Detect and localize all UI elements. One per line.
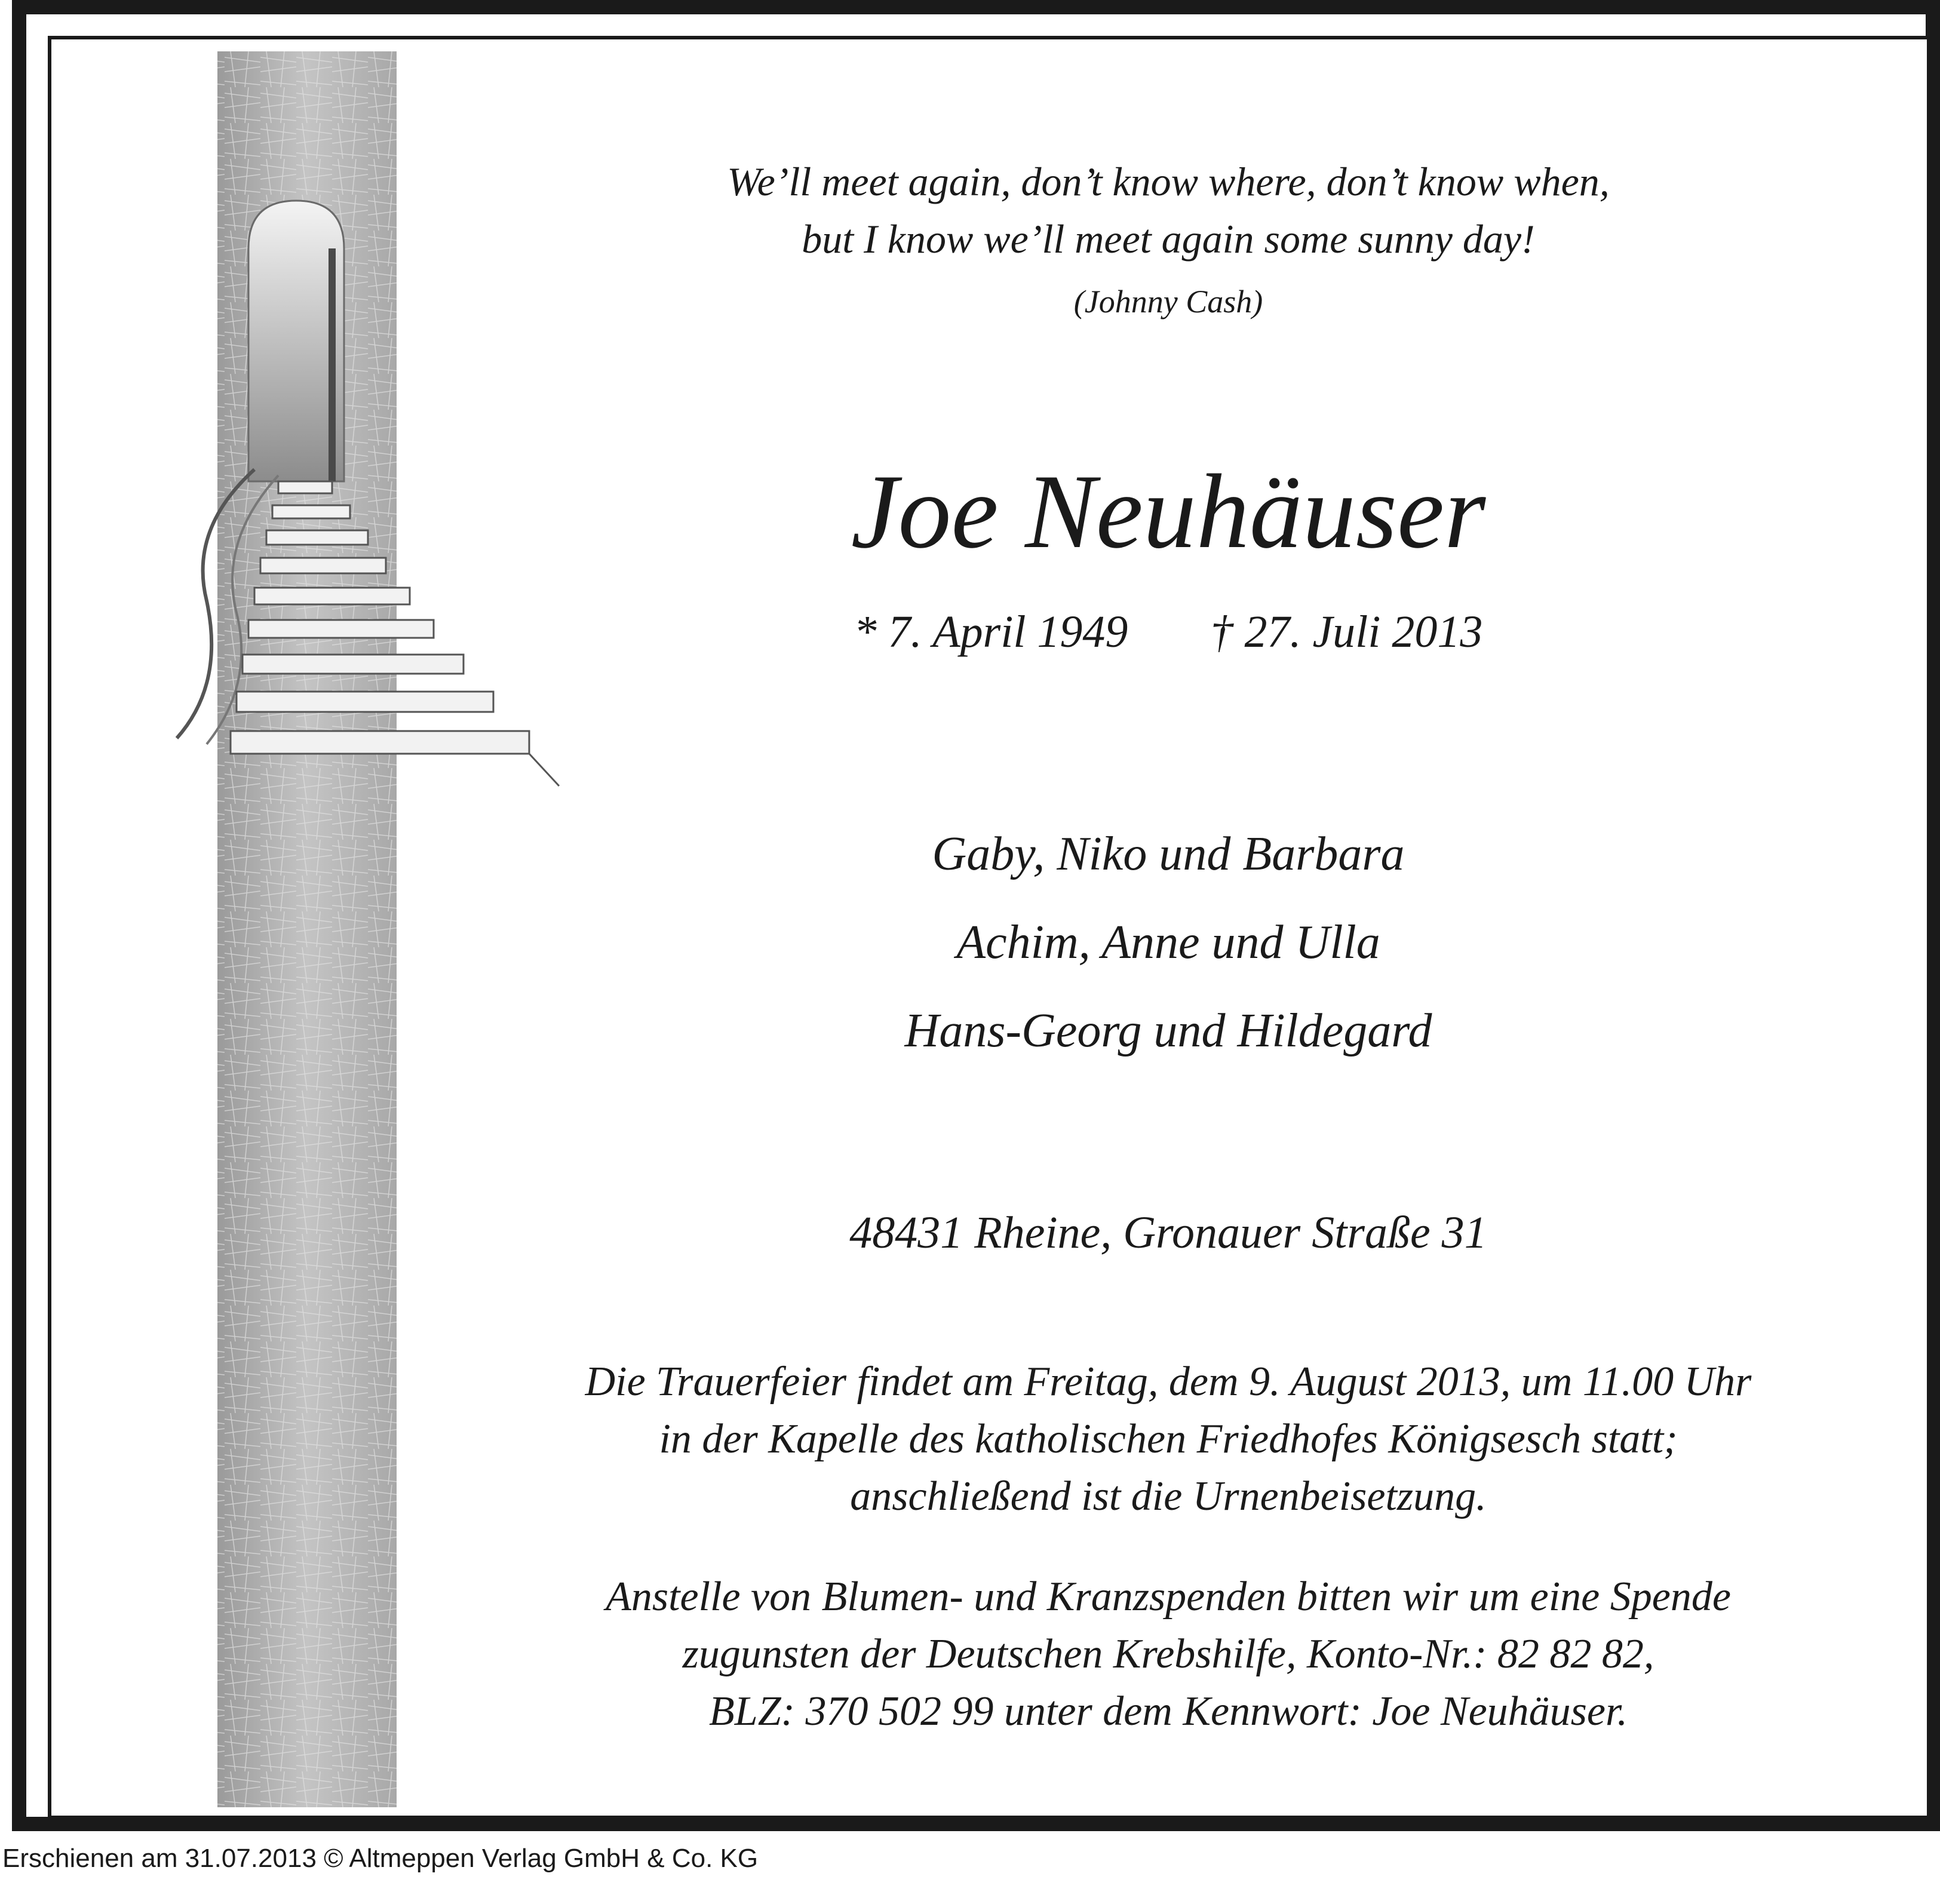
quote-line-2: but I know we’ll meet again some sunny day! [802, 216, 1535, 262]
notice-panel [48, 36, 1930, 1819]
outer-border [12, 0, 1940, 1831]
donation-line-2: zugunsten der Deutschen Krebshilfe, Konto-Nr.: 82 82 82, [682, 1631, 1654, 1677]
donation-line-3: BLZ: 370 502 99 unter dem Kennwort: Joe Neuhäuser. [709, 1688, 1628, 1734]
family-line-3: Hans-Georg und Hildegard [904, 1005, 1432, 1057]
publication-footer: Erschienen am 31.07.2013 © Altmeppen Verlag GmbH & Co. KG [2, 1844, 759, 1873]
donation-line-1: Anstelle von Blumen- und Kranzspenden bitten wir um eine Spende [606, 1574, 1731, 1620]
quote-line-1: We’ll meet again, don’t know where, don’t know when, [727, 159, 1610, 204]
border-gap [26, 14, 1926, 1817]
birth-date: * 7. April 1949 [854, 607, 1128, 657]
family-line-2: Achim, Anne und Ulla [956, 916, 1380, 969]
death-date: † 27. Juli 2013 [1210, 607, 1483, 657]
family-line-1: Gaby, Niko und Barbara [932, 828, 1405, 880]
deceased-name: Joe Neuhäuser [851, 452, 1486, 570]
ceremony-line-2: in der Kapelle des katholischen Friedhofes Königsesch statt; [659, 1416, 1678, 1462]
quote-author: (Johnny Cash) [1073, 284, 1263, 320]
life-dates [410, 603, 1927, 661]
address: 48431 Rheine, Gronauer Straße 31 [849, 1208, 1487, 1258]
ceremony-line-1: Die Trauerfeier findet am Freitag, dem 9. August 2013, um 11.00 Uhr [585, 1359, 1752, 1405]
ceremony-line-3: anschließend ist die Urnenbeisetzung. [850, 1473, 1487, 1519]
